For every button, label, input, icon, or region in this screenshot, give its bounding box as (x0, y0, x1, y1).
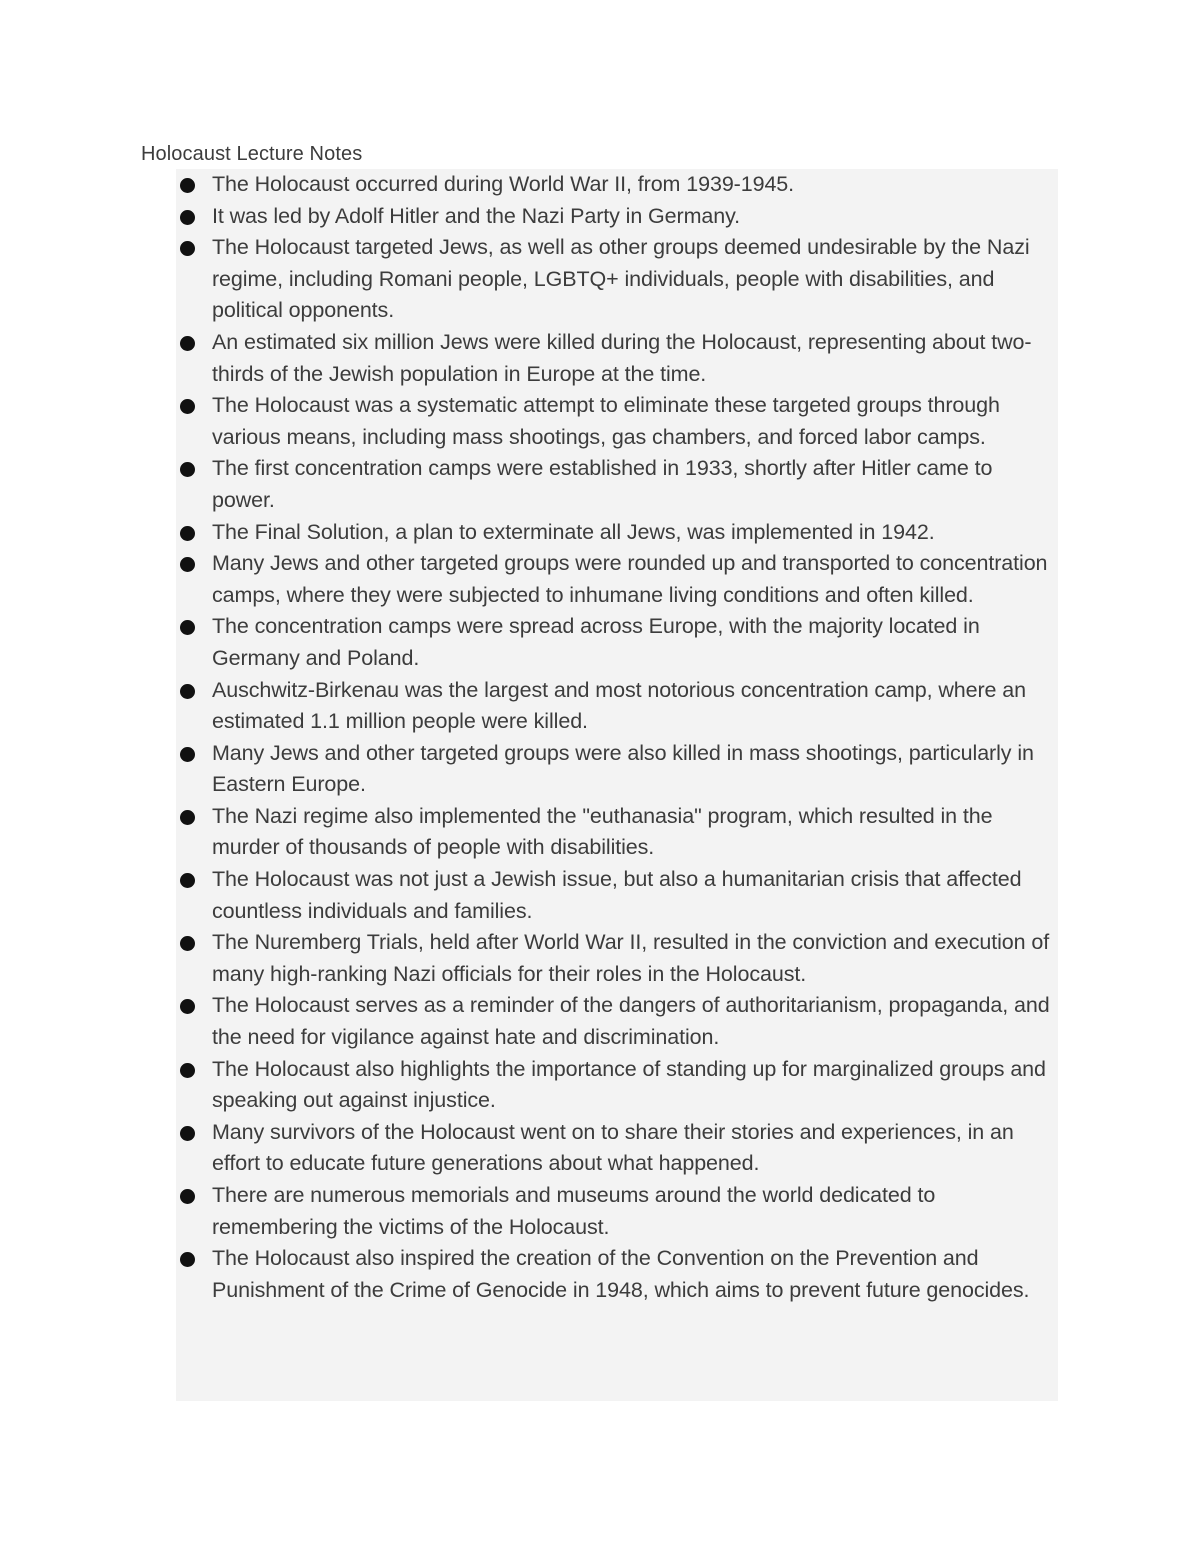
list-item (176, 390, 1058, 453)
bullet-icon (180, 873, 195, 888)
bullet-icon (180, 810, 195, 825)
list-item-text: The Nuremberg Trials, held after World War II, resulted in the conviction and execution of many high-ranking Nazi officials for their roles in the Holocaust. (212, 930, 1050, 986)
list-item (176, 1180, 1058, 1243)
bullet-icon (180, 999, 195, 1014)
bullet-icon (180, 747, 195, 762)
list-item-text: The Holocaust occurred during World War II, from 1939-1945. (212, 172, 795, 196)
list-item (176, 548, 1058, 611)
list-item (176, 232, 1058, 327)
bullet-icon (180, 526, 195, 541)
list-item-text: The Holocaust also inspired the creation of the Convention on the Prevention and Punishment of the Crime of Genocide in 1948, which aims to prevent future genocides. (212, 1246, 1030, 1302)
bullet-icon (180, 178, 195, 193)
list-item (176, 738, 1058, 801)
list-item-text: The Nazi regime also implemented the "euthanasia" program, which resulted in the murder of thousands of people with disabilities. (212, 803, 993, 860)
list-item-text: The concentration camps were spread across Europe, with the majority located in Germany and Poland. (212, 614, 980, 670)
list-item-text: Auschwitz-Birkenau was the largest and most notorious concentration camp, where an estimated 1.1 million people were killed. (212, 677, 1026, 734)
bullet-icon (180, 336, 195, 351)
list-item (176, 675, 1058, 738)
list-item (176, 864, 1058, 927)
list-item-text: The Holocaust serves as a reminder of the dangers of authoritarianism, propaganda, and the need for vigilance against hate and discrimination. (212, 993, 1050, 1050)
notes-bullet-list (176, 169, 1058, 1306)
bullet-icon (180, 1063, 195, 1078)
list-item (176, 927, 1058, 990)
bullet-icon (180, 399, 195, 414)
list-item-text: The Holocaust was a systematic attempt to eliminate these targeted groups through various means, including mass shootings, gas chambers, and forced labor camps. (212, 393, 1000, 449)
bullet-icon (180, 462, 195, 477)
bullet-icon (180, 684, 195, 699)
list-item (176, 611, 1058, 674)
list-item-text: The Holocaust targeted Jews, as well as other groups deemed undesirable by the Nazi regime, including Romani people, LGBTQ+ individuals, people with disabilities, and political opponents. (212, 235, 1030, 323)
bullet-icon (180, 241, 195, 256)
list-item-text: There are numerous memorials and museums around the world dedicated to remembering the victims of the Holocaust. (212, 1183, 936, 1239)
list-item (176, 801, 1058, 864)
list-item-text: The Final Solution, a plan to exterminate all Jews, was implemented in 1942. (212, 519, 935, 544)
list-item (176, 517, 1058, 549)
document-title: Holocaust Lecture Notes (141, 143, 363, 165)
list-item-text: Many survivors of the Holocaust went on to share their stories and experiences, in an effort to educate future generations about what happened. (212, 1119, 1014, 1176)
bullet-icon (180, 210, 195, 225)
list-item (176, 990, 1058, 1053)
list-item (176, 169, 1058, 201)
bullet-icon (180, 936, 195, 951)
list-item-text: It was led by Adolf Hitler and the Nazi Party in Germany. (212, 203, 741, 228)
list-item (176, 453, 1058, 516)
list-item-text: Many Jews and other targeted groups were rounded up and transported to concentration camps, where they were subjected to inhumane living conditions and often killed. (212, 551, 1048, 607)
bullet-icon (180, 557, 195, 572)
list-item (176, 1117, 1058, 1180)
list-item-text: The Holocaust also highlights the importance of standing up for marginalized groups and speaking out against injustice. (212, 1056, 1046, 1113)
list-item (176, 1243, 1058, 1306)
bullet-icon (180, 1252, 195, 1267)
list-item (176, 201, 1058, 233)
list-item-text: An estimated six million Jews were killed during the Holocaust, representing about two-thirds of the Jewish population in Europe at the time. (212, 329, 1032, 386)
bullet-icon (180, 620, 195, 635)
list-item (176, 1054, 1058, 1117)
bullet-icon (180, 1189, 195, 1204)
list-item-text: The first concentration camps were established in 1933, shortly after Hitler came to power. (212, 456, 993, 512)
bullet-icon (180, 1126, 195, 1141)
list-item-text: Many Jews and other targeted groups were also killed in mass shootings, particularly in Eastern Europe. (212, 740, 1034, 797)
list-item (176, 327, 1058, 390)
list-item-text: The Holocaust was not just a Jewish issue, but also a humanitarian crisis that affected countless individuals and families. (212, 867, 1022, 923)
